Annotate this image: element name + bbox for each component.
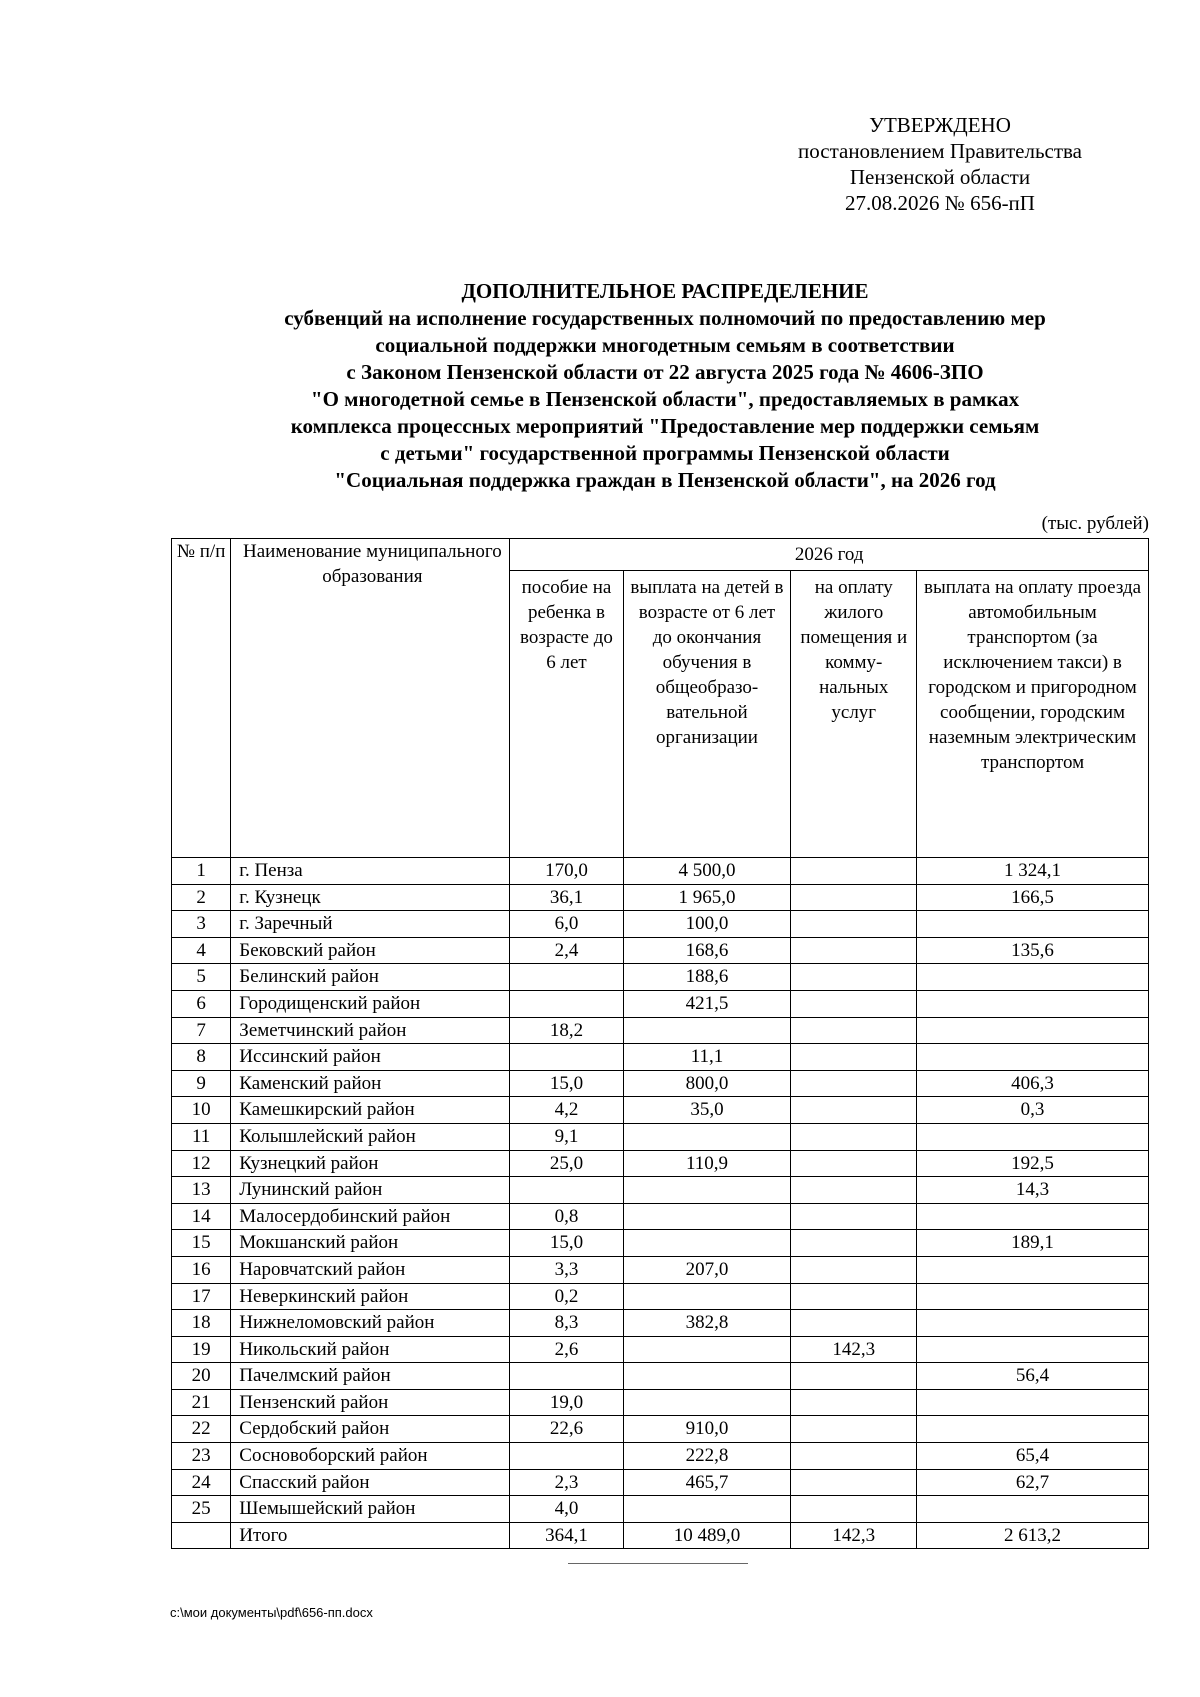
table-row [172,1070,1149,1097]
row-municipality: Камешкирский район [231,1097,510,1124]
row-housing-utilities: 142,3 [791,1522,917,1549]
row-child-allowance [510,964,623,991]
row-child-allowance: 2,3 [510,1469,623,1496]
row-school-payment: 800,0 [623,1070,791,1097]
row-transport-payment [917,1336,1149,1363]
row-child-allowance: 19,0 [510,1389,623,1416]
row-child-allowance: 15,0 [510,1230,623,1257]
table-row [172,858,1149,885]
row-transport-payment [917,1389,1149,1416]
row-housing-utilities [791,884,917,911]
row-number: 19 [172,1336,231,1363]
row-school-payment [623,1336,791,1363]
row-housing-utilities [791,1150,917,1177]
footer-file-path: c:\мои документы\pdf\656-пп.docx [170,1605,373,1620]
title-line-8: "Социальная поддержка граждан в Пензенской области", на 2026 год [334,468,996,492]
row-municipality: Малосердобинский район [231,1203,510,1230]
header-year: 2026 год [510,539,1149,571]
row-school-payment: 10 489,0 [623,1522,791,1549]
row-municipality: Наровчатский район [231,1256,510,1283]
row-school-payment: 421,5 [623,990,791,1017]
row-housing-utilities [791,990,917,1017]
header-school-payment: выплата на детей в возрасте от 6 лет до окончания обучения в общеобразо-вательной организации [623,571,791,858]
table-row [172,990,1149,1017]
row-transport-payment: 65,4 [917,1443,1149,1470]
row-school-payment: 465,7 [623,1469,791,1496]
row-number: 7 [172,1017,231,1044]
row-school-payment: 11,1 [623,1044,791,1071]
row-number: 24 [172,1469,231,1496]
row-number: 9 [172,1070,231,1097]
row-child-allowance: 36,1 [510,884,623,911]
row-number: 1 [172,858,231,885]
row-child-allowance: 9,1 [510,1123,623,1150]
row-housing-utilities [791,1017,917,1044]
table-row [172,1363,1149,1390]
row-housing-utilities [791,1044,917,1071]
table-row [172,964,1149,991]
header-child-allowance: пособие на ребенка в возрасте до 6 лет [510,571,623,858]
approval-line-3: Пензенской области [849,165,1031,189]
row-housing-utilities [791,1230,917,1257]
row-child-allowance: 2,4 [510,937,623,964]
title-line-7: с детьми" государственной программы Пензенской области [380,441,950,465]
header-municipality: Наименование муниципального образования [231,539,510,858]
row-child-allowance: 0,2 [510,1283,623,1310]
row-child-allowance: 18,2 [510,1017,623,1044]
row-transport-payment: 192,5 [917,1150,1149,1177]
row-school-payment: 1 965,0 [623,884,791,911]
row-school-payment: 110,9 [623,1150,791,1177]
row-transport-payment [917,1283,1149,1310]
row-transport-payment: 14,3 [917,1177,1149,1204]
row-number: 22 [172,1416,231,1443]
row-school-payment: 382,8 [623,1310,791,1337]
row-child-allowance: 2,6 [510,1336,623,1363]
approval-line-1: УТВЕРЖДЕНО [869,113,1011,137]
row-municipality: г. Пенза [231,858,510,885]
row-school-payment [623,1203,791,1230]
total-row [172,1522,1149,1549]
row-housing-utilities [791,1389,917,1416]
table-row [172,1469,1149,1496]
row-child-allowance [510,1177,623,1204]
row-transport-payment [917,1496,1149,1523]
row-school-payment: 188,6 [623,964,791,991]
row-school-payment: 4 500,0 [623,858,791,885]
row-number: 12 [172,1150,231,1177]
row-municipality: г. Заречный [231,911,510,938]
row-municipality: Спасский район [231,1469,510,1496]
row-child-allowance: 364,1 [510,1522,623,1549]
row-transport-payment [917,1123,1149,1150]
row-municipality: Сосновоборский район [231,1443,510,1470]
row-housing-utilities [791,964,917,991]
header-transport-payment: выплата на оплату проезда автомобильным транспортом (за исключением такси) в городском и пригородном сообщении, городским наземным электрическим транспортом [917,571,1149,858]
row-transport-payment: 1 324,1 [917,858,1149,885]
title-line-6: комплекса процессных мероприятий "Предоставление мер поддержки семьям [290,414,1040,438]
row-number [172,1522,231,1549]
row-school-payment: 222,8 [623,1443,791,1470]
row-child-allowance [510,1443,623,1470]
row-housing-utilities [791,1496,917,1523]
row-school-payment [623,1389,791,1416]
row-number: 14 [172,1203,231,1230]
row-municipality: Пачелмский район [231,1363,510,1390]
row-child-allowance [510,990,623,1017]
row-child-allowance: 0,8 [510,1203,623,1230]
title-line-1: ДОПОЛНИТЕЛЬНОЕ РАСПРЕДЕЛЕНИЕ [461,279,869,303]
row-housing-utilities [791,1310,917,1337]
row-municipality: Шемышейский район [231,1496,510,1523]
table-row [172,1336,1149,1363]
document-title [170,278,1160,494]
row-number: 17 [172,1283,231,1310]
row-school-payment [623,1230,791,1257]
row-transport-payment [917,1256,1149,1283]
row-municipality: Лунинский район [231,1177,510,1204]
row-transport-payment: 2 613,2 [917,1522,1149,1549]
table-row [172,884,1149,911]
row-child-allowance: 22,6 [510,1416,623,1443]
title-line-2: субвенций на исполнение государственных полномочий по предоставлению мер [284,306,1046,330]
row-municipality: Каменский район [231,1070,510,1097]
row-child-allowance: 8,3 [510,1310,623,1337]
row-municipality: Сердобский район [231,1416,510,1443]
row-municipality: Неверкинский район [231,1283,510,1310]
table-row [172,1256,1149,1283]
row-number: 3 [172,911,231,938]
row-housing-utilities [791,1469,917,1496]
row-municipality: Нижнеломовский район [231,1310,510,1337]
row-transport-payment: 135,6 [917,937,1149,964]
row-child-allowance [510,1363,623,1390]
row-number: 10 [172,1097,231,1124]
table-row [172,1283,1149,1310]
row-child-allowance: 4,2 [510,1097,623,1124]
row-transport-payment [917,911,1149,938]
row-housing-utilities [791,1097,917,1124]
approval-stamp [760,112,1120,216]
title-line-3: социальной поддержки многодетным семьям в соответствии [375,333,955,357]
row-housing-utilities [791,1363,917,1390]
table-row [172,911,1149,938]
row-housing-utilities [791,858,917,885]
end-divider [568,1563,748,1564]
row-number: 20 [172,1363,231,1390]
row-municipality: Земетчинский район [231,1017,510,1044]
units-label: (тыс. рублей) [1041,513,1149,534]
table-row [172,1097,1149,1124]
row-municipality: Городищенский район [231,990,510,1017]
row-school-payment [623,1177,791,1204]
row-school-payment [623,1283,791,1310]
table-row [172,1044,1149,1071]
row-school-payment: 207,0 [623,1256,791,1283]
row-child-allowance: 170,0 [510,858,623,885]
row-municipality: Иссинский район [231,1044,510,1071]
row-housing-utilities [791,1283,917,1310]
table-row [172,1177,1149,1204]
row-municipality: Никольский район [231,1336,510,1363]
header-number: № п/п [172,539,231,858]
row-municipality: Колышлейский район [231,1123,510,1150]
row-municipality: Итого [231,1522,510,1549]
row-number: 25 [172,1496,231,1523]
row-number: 18 [172,1310,231,1337]
row-transport-payment [917,1416,1149,1443]
header-housing-utilities: на оплату жилого помещения и комму-нальных услуг [791,571,917,858]
table-row [172,1416,1149,1443]
row-housing-utilities [791,1203,917,1230]
row-number: 5 [172,964,231,991]
row-housing-utilities [791,1443,917,1470]
row-transport-payment [917,1017,1149,1044]
row-child-allowance: 4,0 [510,1496,623,1523]
row-number: 4 [172,937,231,964]
table-row [172,1203,1149,1230]
table-row [172,1443,1149,1470]
row-number: 13 [172,1177,231,1204]
row-school-payment: 910,0 [623,1416,791,1443]
row-school-payment [623,1363,791,1390]
row-housing-utilities: 142,3 [791,1336,917,1363]
row-school-payment [623,1496,791,1523]
table-row [172,937,1149,964]
row-transport-payment: 62,7 [917,1469,1149,1496]
row-housing-utilities [791,1123,917,1150]
row-child-allowance: 6,0 [510,911,623,938]
row-school-payment [623,1017,791,1044]
row-number: 6 [172,990,231,1017]
row-child-allowance: 15,0 [510,1070,623,1097]
row-transport-payment: 56,4 [917,1363,1149,1390]
row-number: 15 [172,1230,231,1257]
table-row [172,1150,1149,1177]
approval-line-4: 27.08.2026 № 656-пП [845,191,1035,215]
row-municipality: Мокшанский район [231,1230,510,1257]
row-number: 16 [172,1256,231,1283]
table-row [172,1017,1149,1044]
row-transport-payment: 189,1 [917,1230,1149,1257]
distribution-table [171,538,1149,1549]
row-number: 8 [172,1044,231,1071]
row-school-payment: 35,0 [623,1097,791,1124]
row-transport-payment: 406,3 [917,1070,1149,1097]
table-row [172,1496,1149,1523]
row-transport-payment [917,990,1149,1017]
approval-line-2: постановлением Правительства [797,139,1082,163]
table-row [172,1310,1149,1337]
row-school-payment: 168,6 [623,937,791,964]
row-school-payment: 100,0 [623,911,791,938]
row-transport-payment: 166,5 [917,884,1149,911]
row-transport-payment [917,1044,1149,1071]
row-housing-utilities [791,1070,917,1097]
row-transport-payment [917,964,1149,991]
row-transport-payment [917,1203,1149,1230]
row-municipality: г. Кузнецк [231,884,510,911]
row-transport-payment: 0,3 [917,1097,1149,1124]
row-number: 23 [172,1443,231,1470]
table-row [172,1230,1149,1257]
row-housing-utilities [791,911,917,938]
row-housing-utilities [791,1416,917,1443]
row-transport-payment [917,1310,1149,1337]
row-municipality: Бековский район [231,937,510,964]
row-municipality: Кузнецкий район [231,1150,510,1177]
row-number: 21 [172,1389,231,1416]
table-row [172,1389,1149,1416]
row-number: 11 [172,1123,231,1150]
row-number: 2 [172,884,231,911]
title-line-5: "О многодетной семье в Пензенской области", предоставляемых в рамках [310,387,1020,411]
row-child-allowance: 25,0 [510,1150,623,1177]
row-housing-utilities [791,1177,917,1204]
table-row [172,1123,1149,1150]
row-municipality: Пензенский район [231,1389,510,1416]
row-child-allowance [510,1044,623,1071]
row-housing-utilities [791,1256,917,1283]
title-line-4: с Законом Пензенской области от 22 августа 2025 года № 4606-ЗПО [346,360,984,384]
row-school-payment [623,1123,791,1150]
row-municipality: Белинский район [231,964,510,991]
row-housing-utilities [791,937,917,964]
row-child-allowance: 3,3 [510,1256,623,1283]
